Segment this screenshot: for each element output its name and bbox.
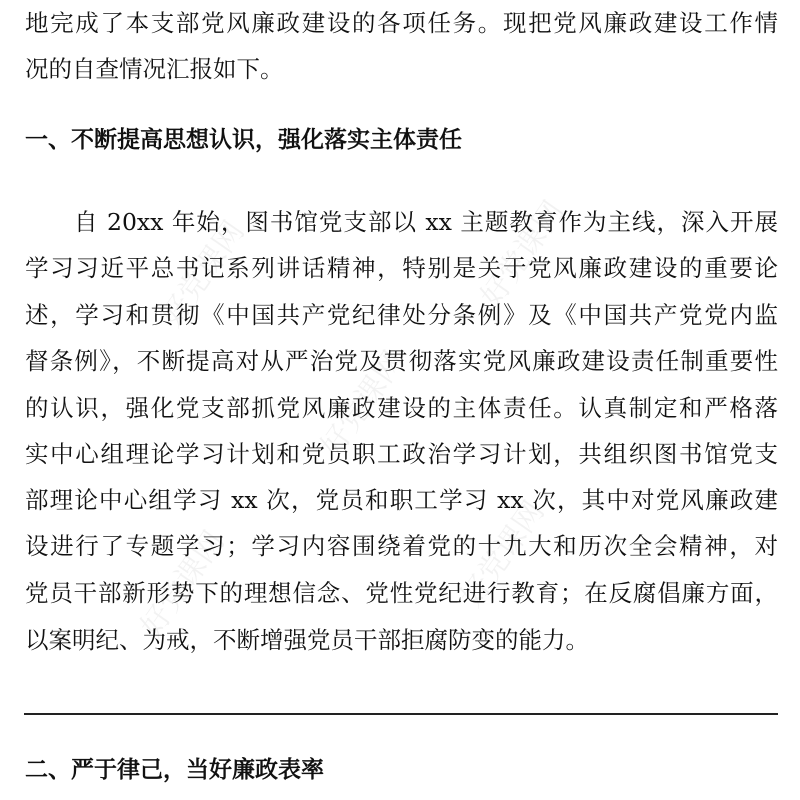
paragraph-line: 实中心组理论学习计划和党员职工政治学习计划，共组织图书馆党支	[25, 440, 778, 468]
paragraph-line: 督条例》，不断提高对从严治党及贯彻落实党风廉政建设责任制重要性	[25, 347, 778, 375]
watermark: 好党课网	[134, 524, 232, 644]
page-divider	[24, 713, 778, 715]
paragraph-line: 的认识，强化党支部抓党风廉政建设的主体责任。认真制定和严格落	[25, 394, 778, 422]
intro-line: 况的自查情况汇报如下。	[25, 55, 284, 83]
paragraph-line: 部理论中心组学习 xx 次，党员和职工学习 xx 次，其中对党风廉政建	[25, 486, 778, 514]
watermark: 好党课网	[154, 214, 252, 334]
watermark: 好党课网	[314, 344, 412, 464]
intro-line: 地完成了本支部党风廉政建设的各项任务。现把党风廉政建设工作情	[25, 9, 778, 37]
paragraph-line: 自 20xx 年始，图书馆党支部以 xx 主题教育作为主线，深入开展	[25, 208, 778, 236]
watermark: 好党课网	[474, 194, 572, 314]
watermark: 好党课网	[454, 494, 552, 614]
section-heading-2: 二、严于律己，当好廉政表率	[25, 757, 324, 783]
paragraph-line: 述，学习和贯彻《中国共产党纪律处分条例》及《中国共产党党内监	[25, 301, 778, 329]
paragraph-line: 以案明纪、为戒，不断增强党员干部拒腐防变的能力。	[25, 626, 589, 654]
paragraph-line: 党员干部新形势下的理想信念、党性党纪进行教育；在反腐倡廉方面，	[25, 579, 778, 607]
paragraph-line: 学习习近平总书记系列讲话精神，特别是关于党风廉政建设的重要论	[25, 254, 778, 282]
section-heading-1: 一、不断提高思想认识，强化落实主体责任	[25, 127, 462, 153]
paragraph-line: 设进行了专题学习；学习内容围绕着党的十九大和历次全会精神，对	[25, 532, 778, 560]
